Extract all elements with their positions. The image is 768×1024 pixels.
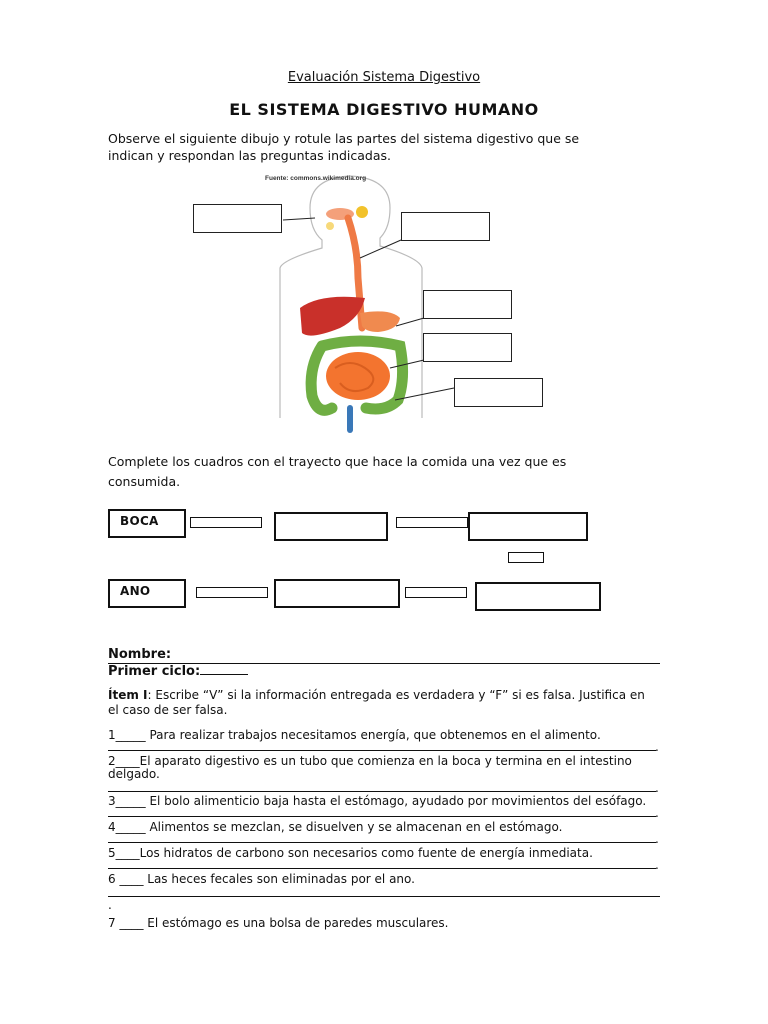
stomach-shape [360, 311, 400, 332]
question-2-cont: delgado. [108, 767, 160, 781]
small-intestine-shape [326, 352, 390, 400]
answer-line[interactable] [108, 791, 656, 792]
name-label: Nombre: [108, 647, 172, 662]
salivary-gland-shape [356, 206, 368, 218]
question-1[interactable]: 1_____ Para realizar trabajos necesitamos energía, que obtenemos en el alimento. [108, 728, 601, 742]
question-5[interactable]: 5____Los hidratos de carbono son necesarios como fuente de energía inmediata. [108, 846, 593, 860]
instruction-line-1: Observe el siguiente dibujo y rotule las partes del sistema digestivo que se [108, 131, 580, 146]
flow-connector [196, 587, 268, 598]
label-box-large-intestine[interactable] [454, 378, 543, 407]
flow-box-4[interactable] [274, 579, 400, 608]
question-3[interactable]: 3_____ El bolo alimenticio baja hasta el estómago, ayudado por movimientos del esófago. [108, 794, 647, 808]
flow-box-5[interactable] [475, 582, 601, 611]
question-6[interactable]: 6 ____ Las heces fecales son eliminadas por el ano. [108, 872, 415, 886]
question-4[interactable]: 4_____ Alimentos se mezclan, se disuelven y se almacenan en el estómago. [108, 820, 563, 834]
label-box-mouth[interactable] [193, 204, 282, 233]
line-dot: . [655, 740, 659, 754]
salivary-gland-shape [326, 222, 334, 230]
digestive-system-figure [190, 168, 560, 440]
flow-instruction-line-2: consumida. [108, 474, 181, 489]
line-dot: . [655, 858, 659, 872]
cycle-label: Primer ciclo: [108, 664, 201, 679]
question-7[interactable]: 7 ____ El estómago es una bolsa de paredes musculares. [108, 916, 449, 930]
line-dot: . [655, 781, 659, 795]
flow-start-label: BOCA [120, 514, 159, 528]
answer-line[interactable] [108, 896, 660, 897]
answer-line[interactable] [108, 868, 656, 869]
line-dot: . [108, 898, 112, 912]
item-instruction-cont: el caso de ser falsa. [108, 703, 228, 717]
flow-box-3[interactable] [468, 512, 588, 541]
flow-connector [405, 587, 467, 598]
flow-connector [396, 517, 468, 528]
flow-connector [190, 517, 262, 528]
pointer-line [396, 318, 424, 326]
label-box-small-intestine[interactable] [423, 333, 512, 362]
item-label: Ítem I [108, 688, 148, 702]
question-2[interactable]: 2____El aparato digestivo es un tubo que comienza en la boca y termina en el intestino [108, 754, 632, 768]
page-title: EL SISTEMA DIGESTIVO HUMANO [229, 100, 539, 119]
flow-end-label: ANO [120, 584, 151, 598]
cycle-field[interactable] [108, 662, 248, 680]
flow-instruction [108, 452, 668, 492]
answer-line[interactable] [108, 816, 656, 817]
line-dot: . [655, 806, 659, 820]
answer-line[interactable] [108, 750, 656, 751]
evaluation-title: Evaluación Sistema Digestivo [287, 70, 481, 85]
instruction-line-2: indican y respondan las preguntas indicadas. [108, 148, 392, 163]
item-instruction-text: : Escribe “V” si la información entregada es verdadera y “F” si es falsa. Justifica en [147, 688, 645, 702]
answer-line[interactable] [108, 842, 656, 843]
label-box-stomach[interactable] [423, 290, 512, 319]
flow-box-2[interactable] [274, 512, 388, 541]
item-instruction [108, 688, 660, 718]
label-box-esophagus[interactable] [401, 212, 490, 241]
figure-source: Fuente: commons.wikimedia.org [265, 175, 367, 182]
line-dot: . [655, 832, 659, 846]
cycle-blank[interactable] [200, 662, 248, 675]
pointer-line [283, 218, 315, 220]
flow-connector-vertical [508, 552, 544, 563]
flow-instruction-line-1: Complete los cuadros con el trayecto que hace la comida una vez que es [108, 454, 567, 469]
liver-shape [300, 297, 365, 336]
